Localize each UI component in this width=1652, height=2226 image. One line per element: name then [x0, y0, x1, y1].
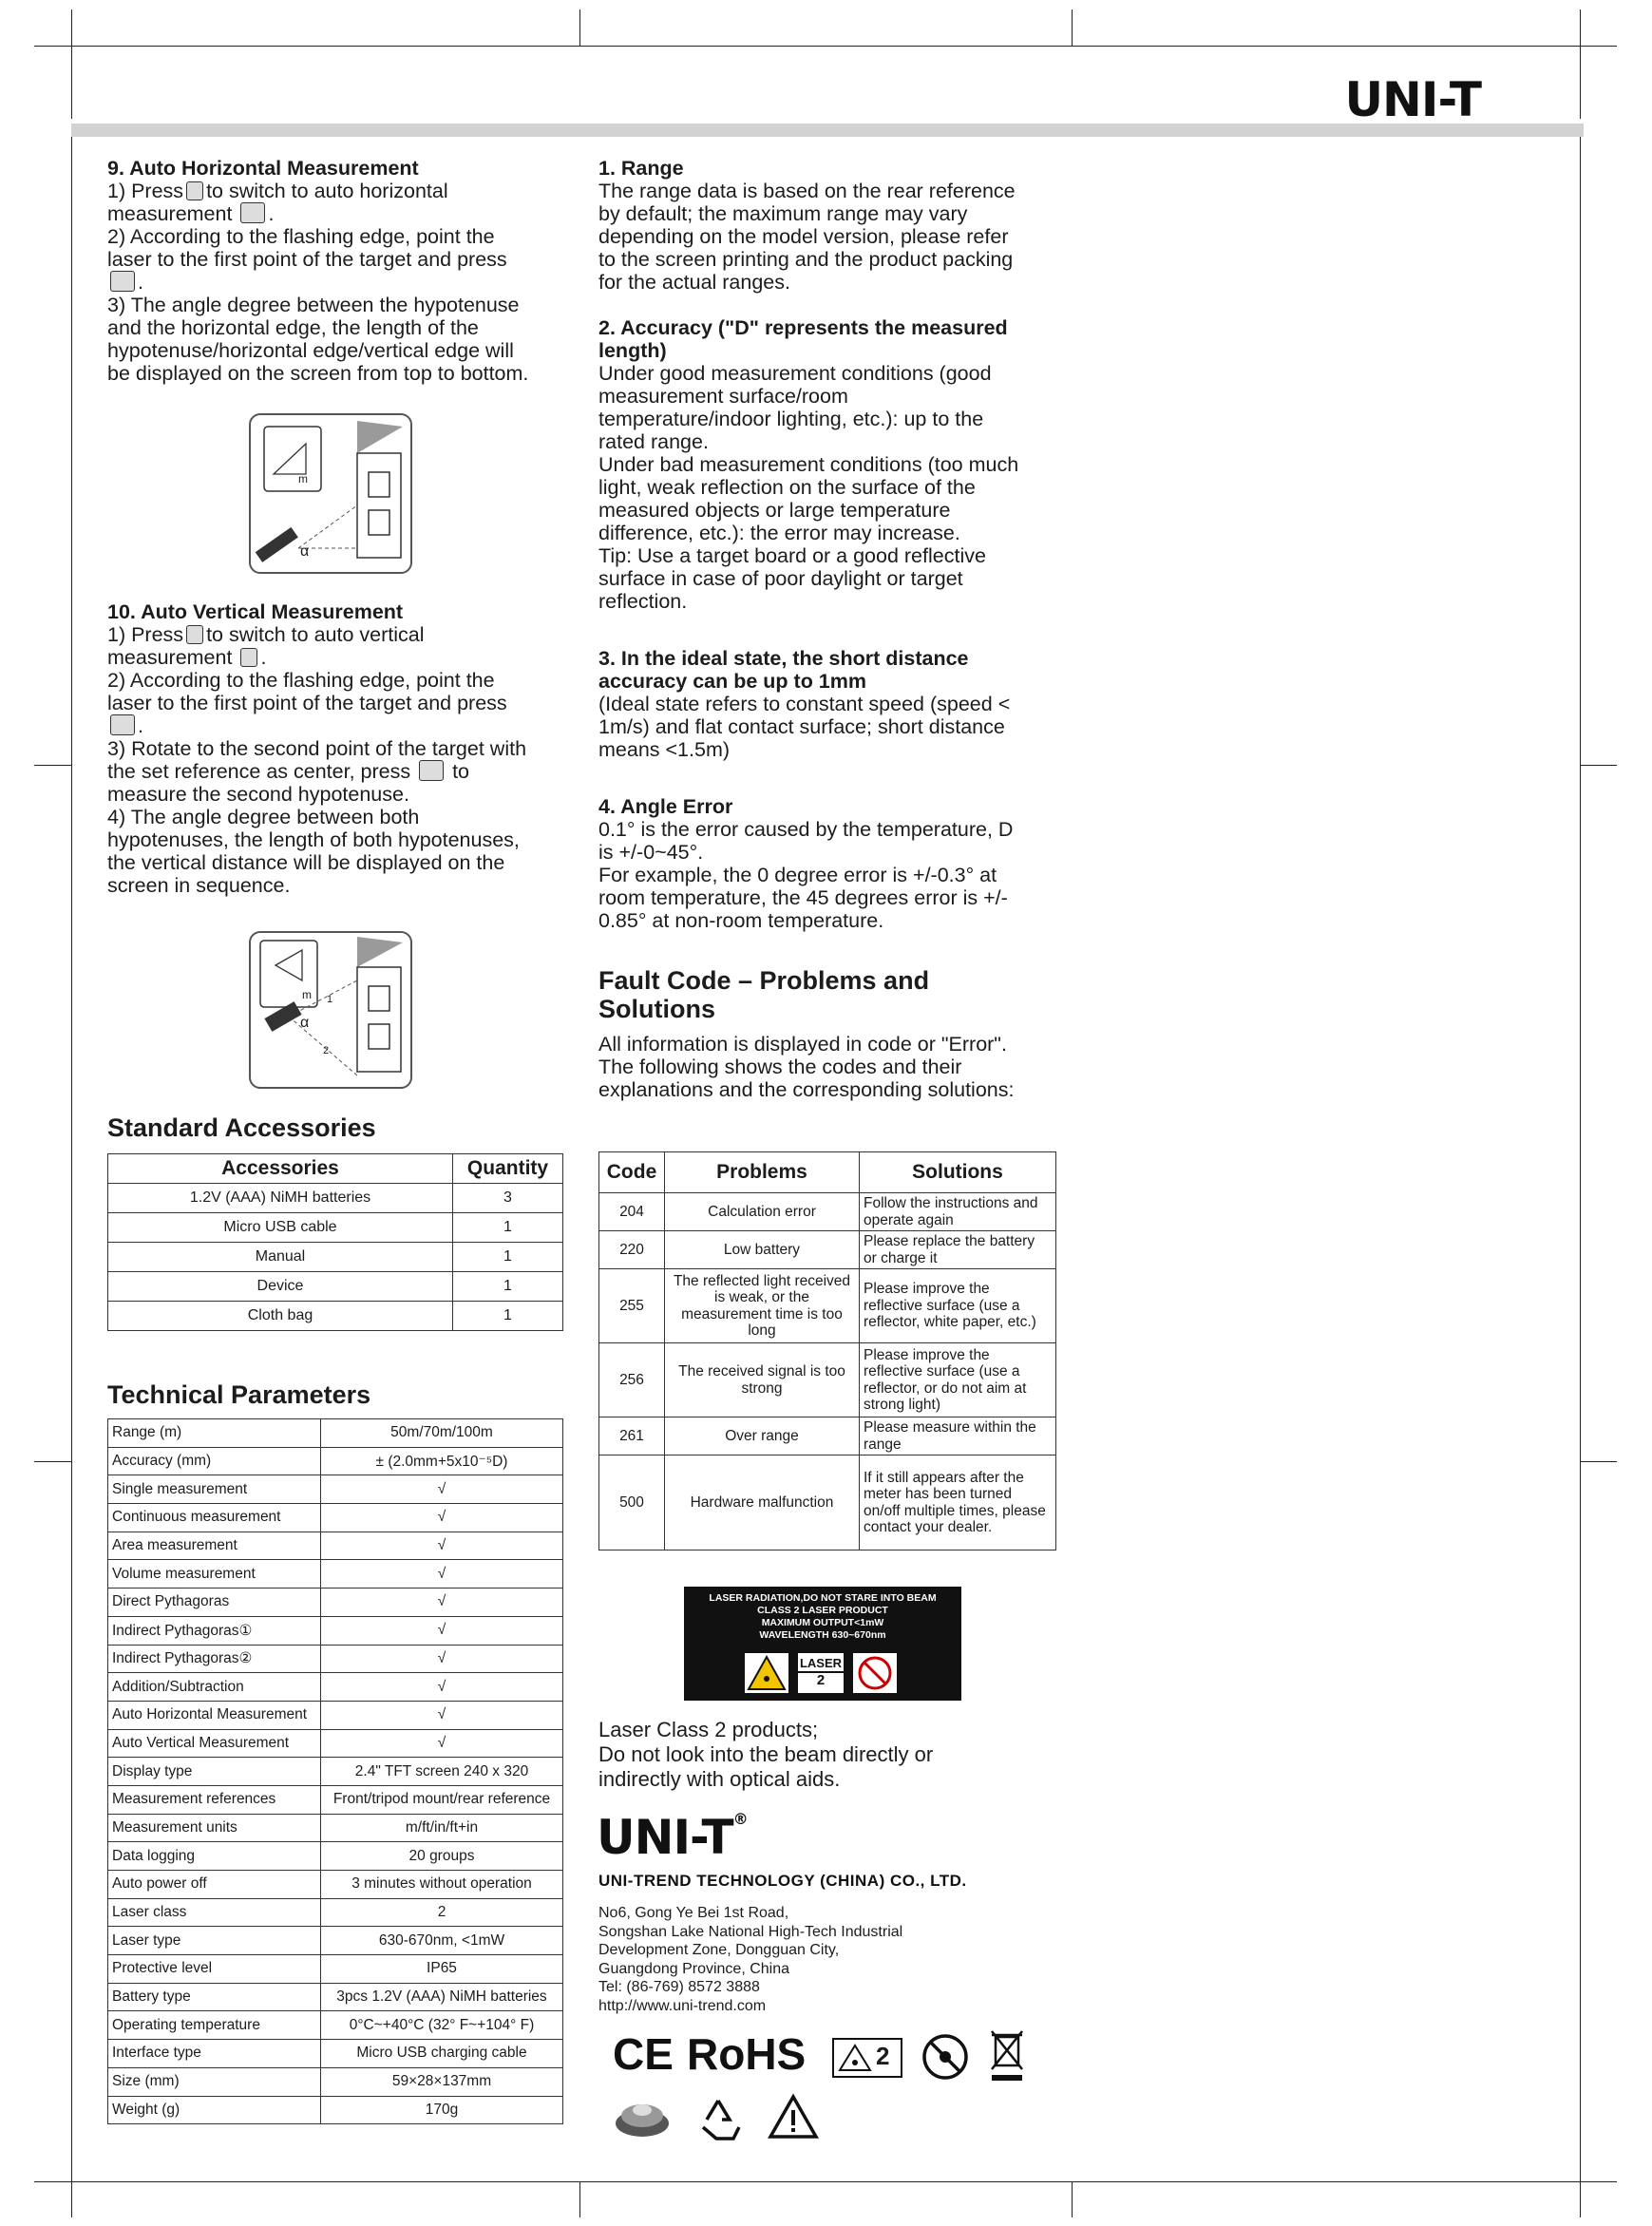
- fault-code: 256: [599, 1343, 665, 1417]
- laser-hazard-icon: [745, 1653, 788, 1693]
- section-auto-vertical: [107, 600, 563, 897]
- fault-problem: Calculation error: [665, 1193, 860, 1231]
- text-line: 1m/s) and flat contact surface; short distance: [598, 715, 1005, 738]
- company-website: http://www.uni-trend.com: [598, 1997, 767, 2014]
- text-line: All information is displayed in code or "Error".: [598, 1033, 1007, 1056]
- warning-triangle-icon: [768, 2093, 819, 2145]
- param-value: √: [321, 1504, 563, 1532]
- table-header-row: [599, 1152, 1056, 1193]
- fault-solution: Please replace the battery or charge it: [860, 1231, 1056, 1269]
- company-name: UNI-TREND TECHNOLOGY (CHINA) CO., LTD.: [598, 1872, 967, 1890]
- table-row: [599, 1193, 1056, 1231]
- section-title: 1. Range: [598, 157, 684, 180]
- section-title: 2. Accuracy ("D" represents the measured: [598, 316, 1008, 339]
- param-value: 170g: [321, 2096, 563, 2124]
- fault-code: 255: [599, 1269, 665, 1343]
- text-line: rated range.: [598, 430, 709, 453]
- param-name: Measurement references: [108, 1785, 321, 1814]
- tech-params-title: Technical Parameters: [107, 1380, 371, 1409]
- table-row: [108, 1898, 563, 1927]
- weee-bin-icon: [988, 2026, 1026, 2087]
- text-line: the set reference as center, press to: [107, 760, 469, 783]
- fault-code-title: Fault Code – Problems and: [598, 966, 930, 995]
- text-line: by default; the maximum range may vary: [598, 202, 968, 225]
- page-border-left: [71, 137, 72, 2217]
- company-logo: UNI-T®: [597, 1810, 748, 1865]
- right-column-specs: [598, 157, 1064, 1101]
- param-name: Protective level: [108, 1955, 321, 1984]
- table-row: [108, 1589, 563, 1617]
- auto-horizontal-illustration: [251, 415, 410, 572]
- fault-code-title: Solutions: [598, 995, 715, 1023]
- text-line: light, weak reflection on the surface of the: [598, 476, 976, 499]
- table-row: [108, 1785, 563, 1814]
- param-name: Accuracy (mm): [108, 1447, 321, 1475]
- auto-vertical-icon: [240, 648, 257, 667]
- column-header: Problems: [665, 1152, 860, 1193]
- text-line: the vertical distance will be displayed on the: [107, 851, 505, 874]
- ce-mark-icon: CE: [613, 2029, 674, 2079]
- text-line: Do not look into the beam directly or: [598, 1742, 934, 1766]
- table-row: [108, 2011, 563, 2040]
- unit-label: m: [302, 988, 312, 1001]
- table-row: [108, 2040, 563, 2068]
- laser-class-box: LASER 2: [798, 1653, 844, 1693]
- auto-vertical-illustration: [251, 933, 410, 1087]
- text-line: 0.85° at non-room temperature.: [598, 909, 884, 932]
- table-row: [108, 1272, 563, 1302]
- table-row: [108, 1475, 563, 1504]
- table-row: [108, 1213, 563, 1243]
- fragile-pack-icon: [613, 2095, 672, 2147]
- fault-solution: Please improve the reflective surface (use a reflector, or do not aim at strong light): [860, 1343, 1056, 1417]
- function-key-icon: [186, 181, 203, 200]
- text-line: hypotenuses, the length of both hypotenuses,: [107, 828, 520, 851]
- address-line: Songshan Lake National High-Tech Industrial: [598, 1923, 903, 1940]
- text-line: The range data is based on the rear reference: [598, 180, 1016, 202]
- table-row: [108, 1560, 563, 1589]
- param-name: Auto Horizontal Measurement: [108, 1701, 321, 1729]
- text-line: measure the second hypotenuse.: [107, 783, 409, 806]
- table-cell: Device: [108, 1272, 453, 1302]
- angle-label: α: [300, 543, 310, 560]
- text-line: means <1.5m): [598, 738, 731, 761]
- text-line: is +/-0~45°.: [598, 841, 704, 864]
- text-line: room temperature, the 45 degrees error is +/-: [598, 886, 1008, 909]
- crop-mark: [1580, 765, 1617, 766]
- table-row: [108, 1983, 563, 2011]
- param-value: IP65: [321, 1955, 563, 1984]
- do-not-stare-icon: [853, 1653, 897, 1693]
- param-name: Volume measurement: [108, 1560, 321, 1589]
- text-line: laser to the first point of the target and press: [107, 692, 507, 714]
- crop-mark: [34, 46, 1617, 47]
- fault-code: 220: [599, 1231, 665, 1269]
- param-name: Display type: [108, 1758, 321, 1786]
- param-value: √: [321, 1673, 563, 1702]
- text-line: measurement .: [107, 646, 267, 669]
- param-name: Battery type: [108, 1983, 321, 2011]
- param-value: √: [321, 1532, 563, 1560]
- table-row: [599, 1343, 1056, 1417]
- table-cell: 3: [453, 1184, 563, 1213]
- section-title: 4. Angle Error: [598, 795, 733, 818]
- text-line: be displayed on the screen from top to bottom.: [107, 362, 529, 385]
- text-line: 4) The angle degree between both: [107, 806, 420, 828]
- table-row: [108, 1729, 563, 1758]
- param-name: Size (mm): [108, 2067, 321, 2096]
- param-value: 59×28×137mm: [321, 2067, 563, 2096]
- param-value: 3pcs 1.2V (AAA) NiMH batteries: [321, 1983, 563, 2011]
- text-line: temperature/indoor lighting, etc.): up to the: [598, 408, 984, 430]
- table-cell: 1: [453, 1302, 563, 1331]
- company-address: [598, 1904, 902, 2015]
- accessories-table: [107, 1153, 563, 1331]
- fault-code: 261: [599, 1417, 665, 1455]
- fault-solution: Please improve the reflective surface (use a reflector, white paper, etc.): [860, 1269, 1056, 1343]
- unit-label: m: [298, 472, 308, 485]
- fault-code-table: [598, 1151, 1056, 1551]
- fault-code: 500: [599, 1455, 665, 1551]
- auto-horizontal-figure: [249, 413, 412, 574]
- table-cell: 1: [453, 1272, 563, 1302]
- measure-key-icon: [110, 714, 135, 735]
- param-name: Indirect Pythagoras①: [108, 1616, 321, 1645]
- fault-solution: Follow the instructions and operate again: [860, 1193, 1056, 1231]
- text-line: reflection.: [598, 590, 688, 613]
- crop-mark: [1072, 2181, 1073, 2217]
- fault-code: 204: [599, 1193, 665, 1231]
- text-line: For example, the 0 degree error is +/-0.3° at: [598, 864, 997, 886]
- text-line: Under good measurement conditions (good: [598, 362, 992, 385]
- table-header-row: [108, 1154, 563, 1184]
- text-line: Laser Class 2 products;: [598, 1718, 819, 1741]
- fault-problem: Hardware malfunction: [665, 1455, 860, 1551]
- laser-class-2-icon: 2: [832, 2038, 902, 2078]
- table-row: [108, 1616, 563, 1645]
- text-line: 2) According to the flashing edge, point the: [107, 669, 495, 692]
- param-value: 3 minutes without operation: [321, 1871, 563, 1899]
- param-value: 630-670nm, <1mW: [321, 1927, 563, 1955]
- table-row: [599, 1269, 1056, 1343]
- text-line: Tip: Use a target board or a good reflective: [598, 544, 986, 567]
- measure-key-icon: [419, 760, 444, 781]
- text-line: difference, etc.): the error may increase.: [598, 522, 960, 544]
- param-value: √: [321, 1616, 563, 1645]
- table-row: [108, 1927, 563, 1955]
- crop-mark: [34, 2181, 1617, 2182]
- table-row: [108, 1871, 563, 1899]
- param-value: ± (2.0mm+5x10⁻⁵D): [321, 1447, 563, 1475]
- tech-params-table: [107, 1418, 563, 2124]
- param-name: Single measurement: [108, 1475, 321, 1504]
- param-name: Area measurement: [108, 1532, 321, 1560]
- table-row: [599, 1455, 1056, 1551]
- text-line: measured objects or large temperature: [598, 499, 951, 522]
- text-line: indirectly with optical aids.: [598, 1767, 841, 1791]
- text-line: .: [107, 271, 563, 294]
- auto-horizontal-icon: [240, 202, 265, 223]
- table-row: [108, 1955, 563, 1984]
- fault-problem: Over range: [665, 1417, 860, 1455]
- text-line: surface in case of poor daylight or target: [598, 567, 963, 590]
- param-name: Auto power off: [108, 1871, 321, 1899]
- param-name: Addition/Subtraction: [108, 1673, 321, 1702]
- table-cell: Micro USB cable: [108, 1213, 453, 1243]
- company-phone: Tel: (86-769) 8572 3888: [598, 1979, 760, 1995]
- point-label: 1: [327, 994, 333, 1005]
- text-line: 1) Press to switch to auto horizontal: [107, 180, 448, 202]
- table-row: [108, 1673, 563, 1702]
- table-row: [108, 2067, 563, 2096]
- crop-mark: [1580, 10, 1581, 119]
- param-value: 20 groups: [321, 1842, 563, 1871]
- rohs-mark-icon: RoHS: [687, 2029, 807, 2079]
- param-name: Indirect Pythagoras②: [108, 1645, 321, 1673]
- page-border-right: [1580, 137, 1581, 2217]
- table-row: [599, 1417, 1056, 1455]
- text-line: laser to the first point of the target and press: [107, 248, 507, 271]
- text-line: to the screen printing and the product packing: [598, 248, 1014, 271]
- recycle-icon: [693, 2095, 743, 2149]
- text-line: The following shows the codes and their: [598, 1056, 962, 1078]
- laser-warning-label: [684, 1587, 961, 1701]
- text-line: 0.1° is the error caused by the temperature, D: [598, 818, 1014, 841]
- text-line: 2) According to the flashing edge, point the: [107, 225, 495, 248]
- text-line: measurement surface/room: [598, 385, 848, 408]
- param-name: Operating temperature: [108, 2011, 321, 2040]
- table-row: [108, 1532, 563, 1560]
- brand-logo: UNI-T: [1344, 72, 1481, 127]
- column-header: Accessories: [108, 1154, 453, 1184]
- table-row: [108, 1814, 563, 1842]
- param-value: √: [321, 1645, 563, 1673]
- table-cell: Manual: [108, 1243, 453, 1272]
- text-line: 1) Press to switch to auto vertical: [107, 623, 425, 646]
- param-value: Front/tripod mount/rear reference: [321, 1785, 563, 1814]
- section-title: length): [598, 339, 667, 362]
- param-value: 2: [321, 1898, 563, 1927]
- crop-mark: [579, 2181, 580, 2217]
- text-line: (Ideal state refers to constant speed (speed <: [598, 693, 1011, 715]
- table-row: [108, 1243, 563, 1272]
- param-value: √: [321, 1475, 563, 1504]
- column-header: Solutions: [860, 1152, 1056, 1193]
- address-line: Development Zone, Dongguan City,: [598, 1942, 840, 1958]
- fault-solution: Please measure within the range: [860, 1417, 1056, 1455]
- param-name: Weight (g): [108, 2096, 321, 2124]
- param-value: √: [321, 1701, 563, 1729]
- section-auto-horizontal: [107, 157, 563, 385]
- crop-mark: [71, 10, 72, 119]
- fault-solution: If it still appears after the meter has been turned on/off multiple times, please contact your dealer.: [860, 1455, 1056, 1551]
- crop-mark: [34, 1461, 71, 1462]
- table-row: [108, 1504, 563, 1532]
- text-line: measurement .: [107, 202, 275, 225]
- table-row: [108, 1645, 563, 1673]
- param-name: Auto Vertical Measurement: [108, 1729, 321, 1758]
- text-line: .: [107, 714, 563, 737]
- table-row: [599, 1231, 1056, 1269]
- table-row: [108, 1447, 563, 1475]
- param-name: Continuous measurement: [108, 1504, 321, 1532]
- table-row: [108, 1701, 563, 1729]
- param-name: Laser class: [108, 1898, 321, 1927]
- fault-problem: Low battery: [665, 1231, 860, 1269]
- table-row: [108, 2096, 563, 2124]
- text-line: Under bad measurement conditions (too much: [598, 453, 1019, 476]
- laser-class-note: [598, 1718, 1064, 1792]
- text-line: depending on the model version, please refer: [598, 225, 1009, 248]
- param-name: Direct Pythagoras: [108, 1589, 321, 1617]
- param-name: Interface type: [108, 2040, 321, 2068]
- table-row: [108, 1184, 563, 1213]
- param-value: 0°C~+40°C (32° F~+104° F): [321, 2011, 563, 2040]
- no-laser-eye-icon: [921, 2033, 969, 2085]
- param-name: Data logging: [108, 1842, 321, 1871]
- text-line: screen in sequence.: [107, 874, 291, 897]
- auto-vertical-figure: [249, 931, 412, 1089]
- address-line: No6, Gong Ye Bei 1st Road,: [598, 1905, 789, 1921]
- crop-mark: [34, 765, 71, 766]
- table-cell: 1: [453, 1213, 563, 1243]
- text-line: 3) The angle degree between the hypotenuse: [107, 294, 520, 316]
- laser-label-text: LASER RADIATION,DO NOT STARE INTO BEAM CLASS 2 LASER PRODUCT MAXIMUM OUTPUT<1mW WAVELENGTH 630~670nm: [709, 1592, 937, 1641]
- param-name: Measurement units: [108, 1814, 321, 1842]
- point-label: 2: [323, 1045, 330, 1056]
- crop-mark: [1072, 10, 1073, 46]
- section-title: accuracy can be up to 1mm: [598, 670, 866, 693]
- column-header: Quantity: [453, 1154, 563, 1184]
- table-cell: Cloth bag: [108, 1302, 453, 1331]
- text-line: 3) Rotate to the second point of the target with: [107, 737, 527, 760]
- fault-problem: The reflected light received is weak, or the measurement time is too long: [665, 1269, 860, 1343]
- text-line: explanations and the corresponding solutions:: [598, 1078, 1015, 1101]
- param-name: Range (m): [108, 1419, 321, 1448]
- accessories-title: Standard Accessories: [107, 1113, 376, 1142]
- measure-key-icon: [110, 271, 135, 292]
- table-cell: 1: [453, 1243, 563, 1272]
- param-name: Laser type: [108, 1927, 321, 1955]
- section-title: 10. Auto Vertical Measurement: [107, 600, 404, 623]
- param-value: √: [321, 1729, 563, 1758]
- text-line: hypotenuse/horizontal edge/vertical edge will: [107, 339, 514, 362]
- column-header: Code: [599, 1152, 665, 1193]
- param-value: √: [321, 1560, 563, 1589]
- table-row: [108, 1419, 563, 1448]
- param-value: Micro USB charging cable: [321, 2040, 563, 2068]
- section-title: 3. In the ideal state, the short distance: [598, 647, 969, 670]
- param-value: 50m/70m/100m: [321, 1419, 563, 1448]
- crop-mark: [1580, 1461, 1617, 1462]
- table-row: [108, 1842, 563, 1871]
- text-line: and the horizontal edge, the length of the: [107, 316, 479, 339]
- param-value: 2.4" TFT screen 240 x 320: [321, 1758, 563, 1786]
- fault-problem: The received signal is too strong: [665, 1343, 860, 1417]
- function-key-icon: [186, 625, 203, 644]
- address-line: Guangdong Province, China: [598, 1960, 790, 1977]
- param-value: m/ft/in/ft+in: [321, 1814, 563, 1842]
- table-row: [108, 1758, 563, 1786]
- text-line: for the actual ranges.: [598, 271, 790, 294]
- section-title: 9. Auto Horizontal Measurement: [107, 157, 419, 180]
- table-row: [108, 1302, 563, 1331]
- param-value: √: [321, 1589, 563, 1617]
- table-cell: 1.2V (AAA) NiMH batteries: [108, 1184, 453, 1213]
- angle-label: α: [300, 1015, 310, 1031]
- crop-mark: [579, 10, 580, 46]
